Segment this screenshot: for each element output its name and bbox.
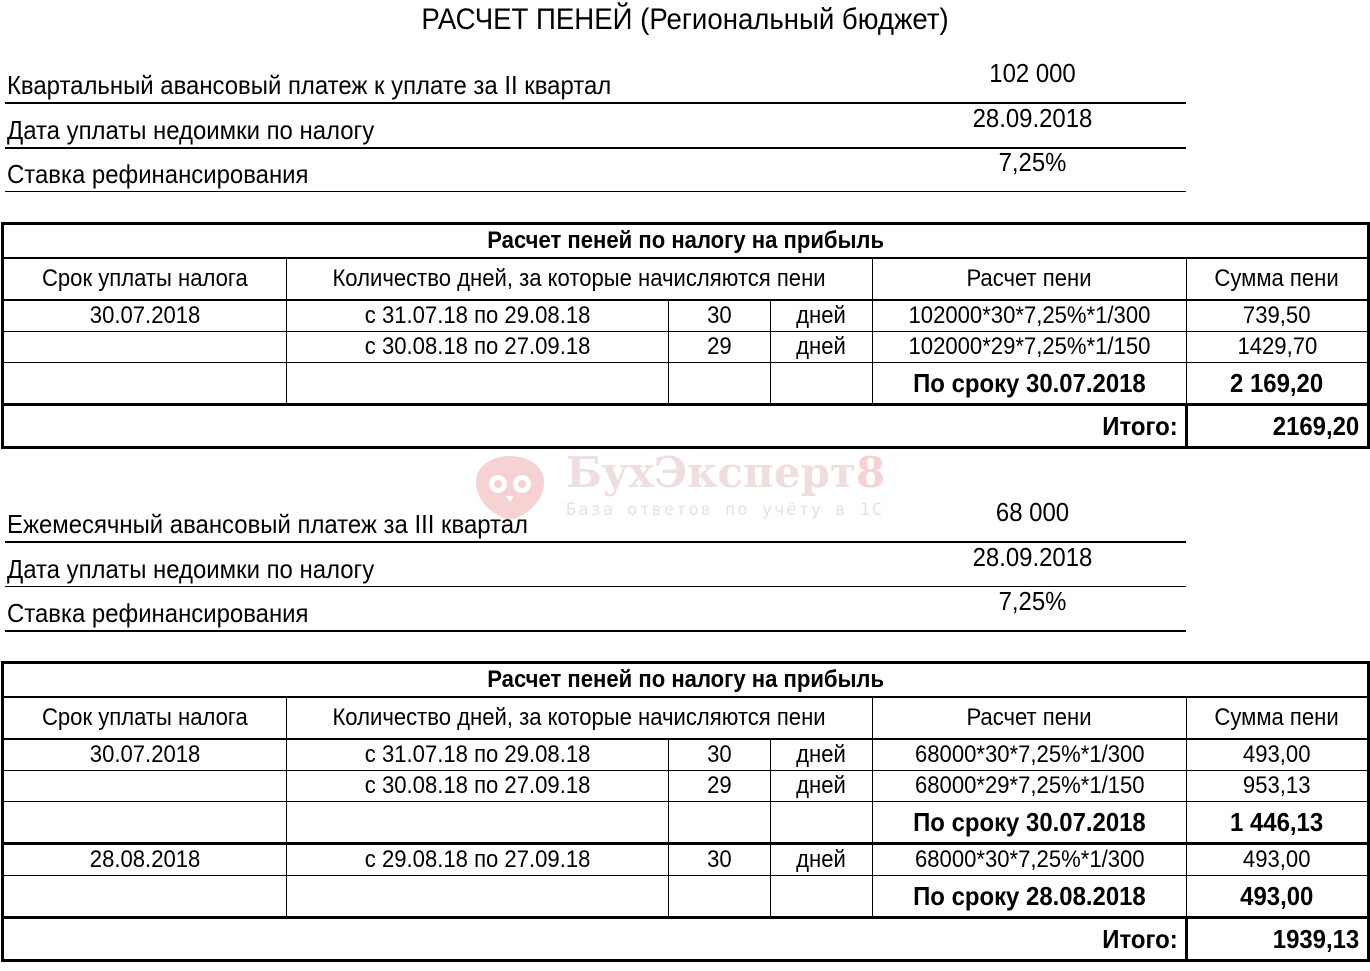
info-row-rate [5,586,1186,632]
info-label: Дата уплаты недоимки по налогу [7,115,375,145]
info-row-date [5,103,1186,149]
table-caption: Расчет пеней по налогу на прибыль [3,224,1369,259]
page-title: РАСЧЕТ ПЕНЕЙ (Региональный бюджет) [421,3,949,36]
col-header-sum: Сумма пени [1187,697,1369,739]
info-label: Квартальный авансовый платеж к уплате за II квартал [7,70,612,100]
table-row: с 30.08.18 по 27.09.18 29 дней 102000*29*7,25%*1/150 1429,70 [3,332,1369,363]
col-header-days: Количество дней, за которые начисляются пени [287,697,873,739]
table-row: 30.07.2018 с 31.07.18 по 29.08.18 30 дней 102000*30*7,25%*1/300 739,50 [3,300,1369,332]
subtotal-row: По сроку 30.07.2018 1 446,13 [3,802,1369,844]
col-header-due: Срок уплаты налога [3,697,287,739]
total-row: Итого: 1939,13 [3,918,1369,961]
col-header-calc: Расчет пени [873,258,1187,300]
info-label: Ежемесячный авансовый платеж за III квартал [7,509,528,539]
info-value: 102 000 [989,58,1076,88]
info-value: 68 000 [995,497,1070,527]
table-row: 30.07.2018 с 31.07.18 по 29.08.18 30 дней 68000*30*7,25%*1/300 493,00 [3,739,1369,771]
col-header-due: Срок уплаты налога [3,258,287,300]
watermark-tagline: База ответов по учёту в 1С [566,500,885,520]
info-value: 7,25% [998,586,1067,616]
info-label: Ставка рефинансирования [7,598,309,628]
info-label: Дата уплаты недоимки по налогу [7,554,375,584]
col-header-calc: Расчет пени [873,697,1187,739]
info-row-date [5,542,1186,587]
info-value: 28.09.2018 [972,542,1093,572]
info-row-payment [5,497,1186,543]
penalty-table-2 [1,661,1370,962]
info-label: Ставка рефинансирования [7,159,309,189]
subtotal-row: По сроку 28.08.2018 493,00 [3,876,1369,918]
total-row: Итого: 2169,20 [3,405,1369,448]
col-header-days: Количество дней, за которые начисляются пени [287,258,873,300]
col-header-sum: Сумма пени [1187,258,1369,300]
info-value: 7,25% [998,147,1067,177]
table-row: с 30.08.18 по 27.09.18 29 дней 68000*29*7,25%*1/150 953,13 [3,771,1369,802]
penalty-table-1 [1,222,1370,449]
watermark-brand: БухЭксперт8 [566,448,886,497]
info-value: 28.09.2018 [972,103,1093,133]
table-caption: Расчет пеней по налогу на прибыль [3,663,1369,698]
info-row-rate [5,147,1186,192]
subtotal-row: По сроку 30.07.2018 2 169,20 [3,363,1369,405]
table-row: 28.08.2018 с 29.08.18 по 27.09.18 30 дней 68000*30*7,25%*1/300 493,00 [3,844,1369,876]
info-row-payment [5,58,1186,104]
